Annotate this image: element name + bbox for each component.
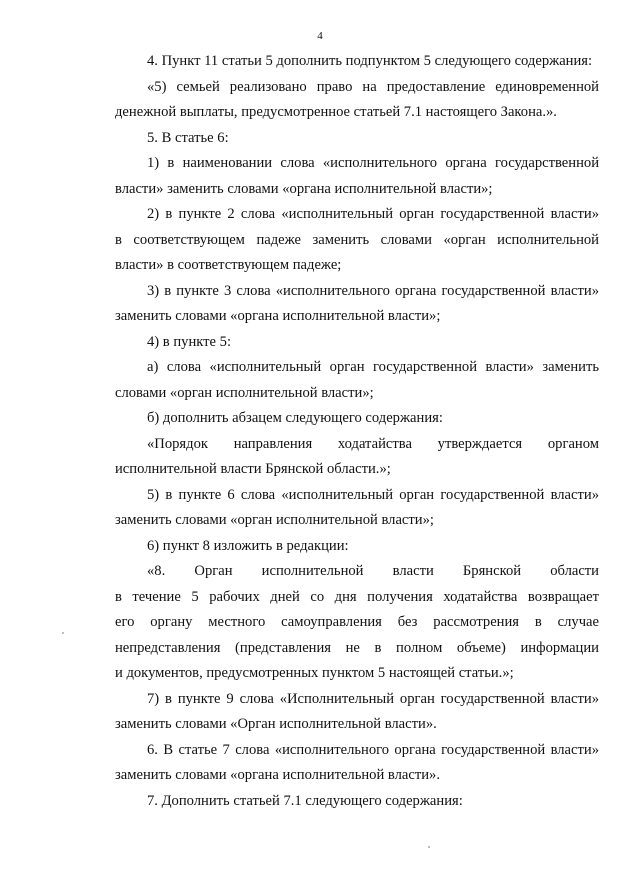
document-line: его органу местного самоуправления без рассмотрения в случае xyxy=(115,614,599,630)
document-line: заменить словами «органа исполнительной власти»; xyxy=(115,308,441,324)
document-line: 4) в пункте 5: xyxy=(147,333,232,350)
page-number: 4 xyxy=(317,30,323,42)
document-line: непредставления (представления не в полном объеме) информации xyxy=(115,639,599,656)
document-line: 4. Пункт 11 статьи 5 дополнить подпунктом 5 следующего содержания: xyxy=(147,53,593,69)
document-line: 2) в пункте 2 слова «исполнительный орган государственной власти» xyxy=(147,206,599,222)
document-line: заменить словами «органа исполнительной власти». xyxy=(115,767,441,783)
scan-speck xyxy=(62,632,64,634)
document-line: 1) в наименовании слова «исполнительного органа государственной xyxy=(147,155,599,171)
document-body xyxy=(115,49,599,814)
document-line: «5) семьей реализовано право на предоставление единовременной xyxy=(147,78,599,95)
document-line: «Порядок направления ходатайства утверждается органом xyxy=(147,435,599,452)
document-line: 7. Дополнить статьей 7.1 следующего содержания: xyxy=(147,792,463,809)
document-line: заменить словами «орган исполнительной власти»; xyxy=(115,512,434,528)
document-line: в соответствующем падеже заменить словами «орган исполнительной xyxy=(115,231,599,248)
document-line: денежной выплаты, предусмотренное статьей 7.1 настоящего Закона.». xyxy=(115,104,557,120)
document-line: 7) в пункте 9 слова «Исполнительный орган государственной власти» xyxy=(147,690,599,707)
scan-speck xyxy=(428,846,430,848)
document-line: б) дополнить абзацем следующего содержания: xyxy=(147,410,443,426)
document-line: заменить словами «Орган исполнительной власти». xyxy=(115,716,437,732)
document-line: 5) в пункте 6 слова «исполнительный орган государственной власти» xyxy=(147,486,599,503)
document-line: словами «орган исполнительной власти»; xyxy=(115,384,374,401)
document-line: власти» заменить словами «органа исполнительной власти»; xyxy=(115,180,493,197)
document-line: 5. В статье 6: xyxy=(147,129,229,146)
document-line: 6) пункт 8 изложить в редакции: xyxy=(147,537,349,554)
document-line: в течение 5 рабочих дней со дня получения ходатайства возвращает xyxy=(115,588,599,605)
document-line: власти» в соответствующем падеже; xyxy=(115,257,342,273)
document-line: и документов, предусмотренных пунктом 5 настоящей статьи.»; xyxy=(115,665,514,681)
document-line: 3) в пункте 3 слова «исполнительного органа государственной власти» xyxy=(147,282,599,299)
document-line: «8. Орган исполнительной власти Брянской области xyxy=(147,563,599,579)
document-line: исполнительной власти Брянской области.»; xyxy=(115,461,391,477)
document-line: 6. В статье 7 слова «исполнительного органа государственной власти» xyxy=(147,741,599,758)
document-line: а) слова «исполнительный орган государственной власти» заменить xyxy=(147,359,599,375)
